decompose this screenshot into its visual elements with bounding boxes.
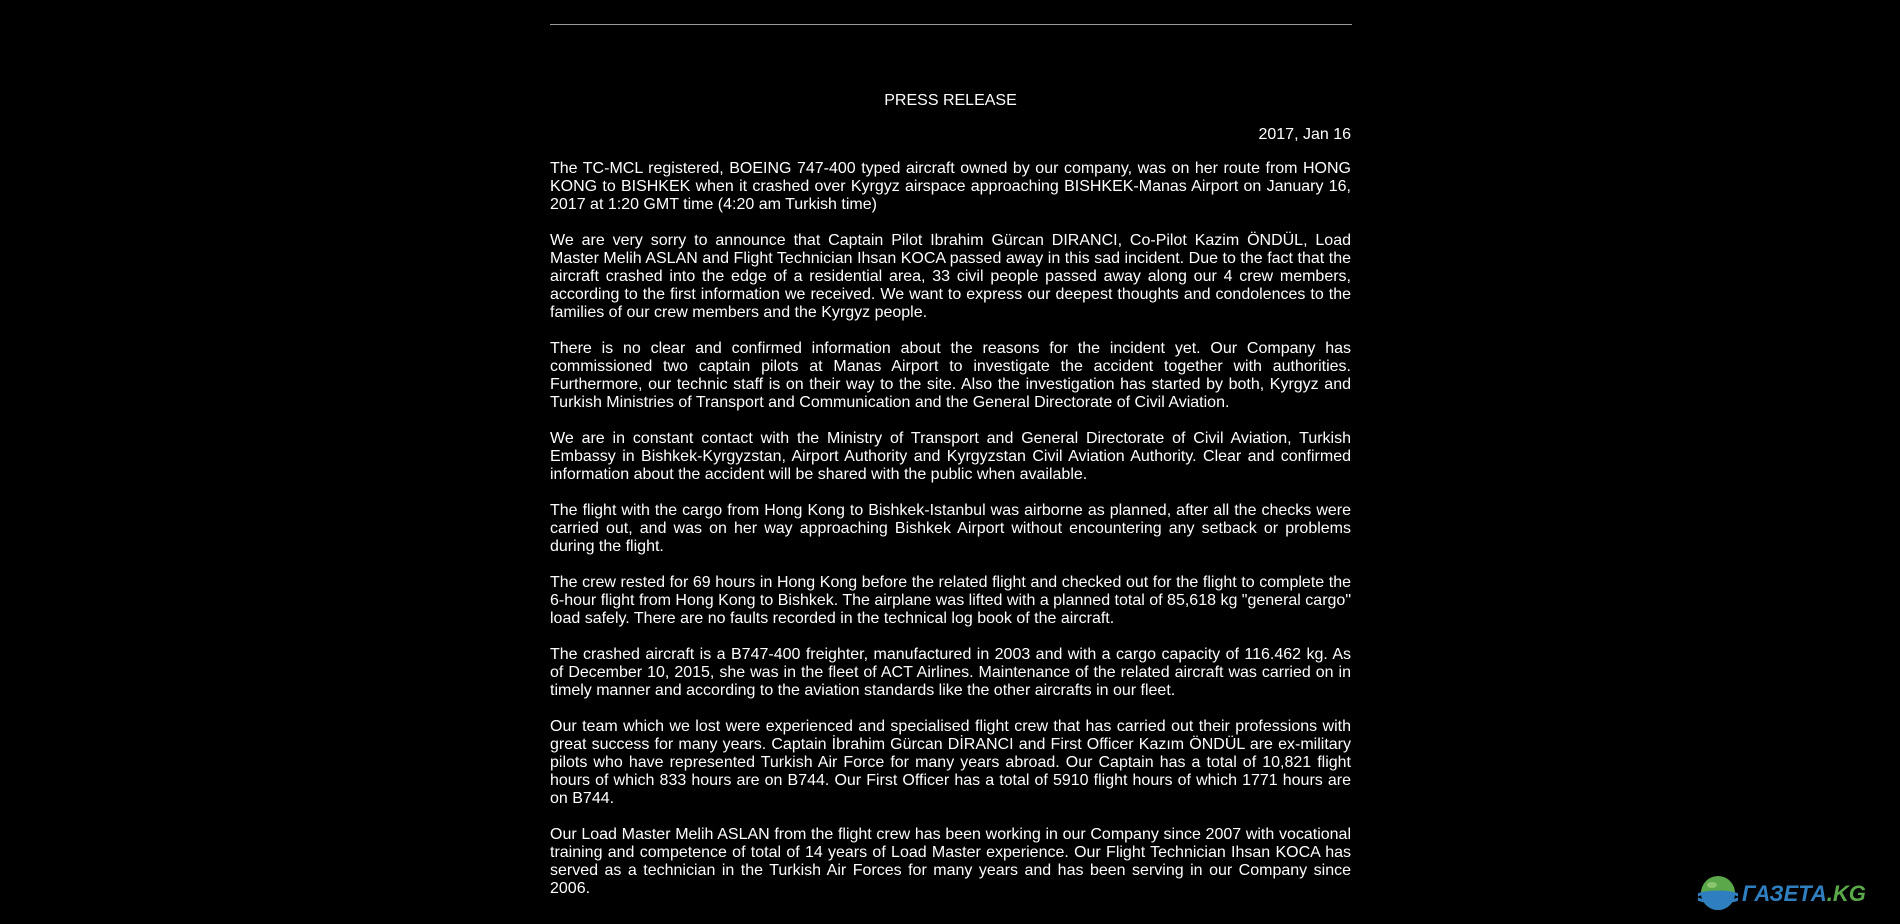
paragraph: There is no clear and confirmed information about the reasons for the incident yet. Our Company has commissioned two captain pilots at Manas Airport to investigate the accident together with authorities. Furthermore, our technic staff is on their way to the site. Also the investigation has started by both, Kyrgyz and Turkish Ministries of Transport and Communication and the General Directorate of Civil Aviation. — [550, 340, 1351, 411]
press-release-document — [550, 92, 1351, 916]
paragraph: We are very sorry to announce that Captain Pilot Ibrahim Gürcan DIRANCI, Co-Pilot Kazim ÖNDÜL, Load Master Melih ASLAN and Flight Technician Ihsan KOCA passed away in this sad incident. Due to the fact that the aircraft crashed into the edge of a residential area, 33 civil people passed away along our 4 crew members, according to the first information we received. We want to express our deepest thoughts and condolences to the families of our crew members and the Kyrgyz people. — [550, 232, 1351, 321]
paragraph: Our Load Master Melih ASLAN from the flight crew has been working in our Company since 2007 with vocational training and competence of total of 14 years of Load Master experience. Our Flight Technician Ihsan KOCA has served as a technician in the Turkish Air Forces for many years and has been serving in our Company since 2006. — [550, 826, 1351, 897]
document-date: 2017, Jan 16 — [1258, 126, 1351, 143]
paragraph: Our team which we lost were experienced and specialised flight crew that has carried out their professions with great success for many years. Captain İbrahim Gürcan DİRANCI and First Officer Kazım ÖNDÜL are ex-military pilots who have represented Turkish Air Force for many years abroad. Our Captain has a total of 10,821 flight hours of which 833 hours are on B744. Our First Officer has a total of 5910 flight hours of which 1771 hours are on B744. — [550, 718, 1351, 807]
paragraph: The crashed aircraft is a B747-400 freighter, manufactured in 2003 and with a cargo capacity of 116.462 kg. As of December 10, 2015, she was in the fleet of ACT Airlines. Maintenance of the related aircraft was carried on in timely manner and according to the aviation standards like the other aircrafts in our fleet. — [550, 646, 1351, 699]
watermark-logo — [1680, 873, 1880, 917]
paragraph: The TC-MCL registered, BOEING 747-400 typed aircraft owned by our company, was on her route from HONG KONG to BISHKEK when it crashed over Kyrgyz airspace approaching BISHKEK-Manas Airport on January 16, 2017 at 1:20 GMT time (4:20 am Turkish time) — [550, 160, 1351, 213]
top-divider — [550, 24, 1352, 25]
paragraph: The crew rested for 69 hours in Hong Kong before the related flight and checked out for the flight to complete the 6-hour flight from Hong Kong to Bishkek. The airplane was lifted with a planned total of 85,618 kg "general cargo" load safely. There are no faults recorded in the technical log book of the aircraft. — [550, 574, 1351, 627]
watermark-text-part1: ГАЗЕТА — [1742, 881, 1827, 906]
watermark-text — [1742, 881, 1866, 907]
document-title: PRESS RELEASE — [884, 92, 1017, 109]
watermark-text-part2: .KG — [1826, 881, 1866, 906]
globe-icon — [1698, 873, 1738, 913]
paragraph: We are in constant contact with the Ministry of Transport and General Directorate of Civil Aviation, Turkish Embassy in Bishkek-Kyrgyzstan, Airport Authority and Kyrgyzstan Civil Aviation Authority. Clear and confirmed information about the accident will be shared with the public when available. — [550, 430, 1351, 483]
paragraph: The flight with the cargo from Hong Kong to Bishkek-Istanbul was airborne as planned, after all the checks were carried out, and was on her way approaching Bishkek Airport without encountering any setback or problems during the flight. — [550, 502, 1351, 555]
